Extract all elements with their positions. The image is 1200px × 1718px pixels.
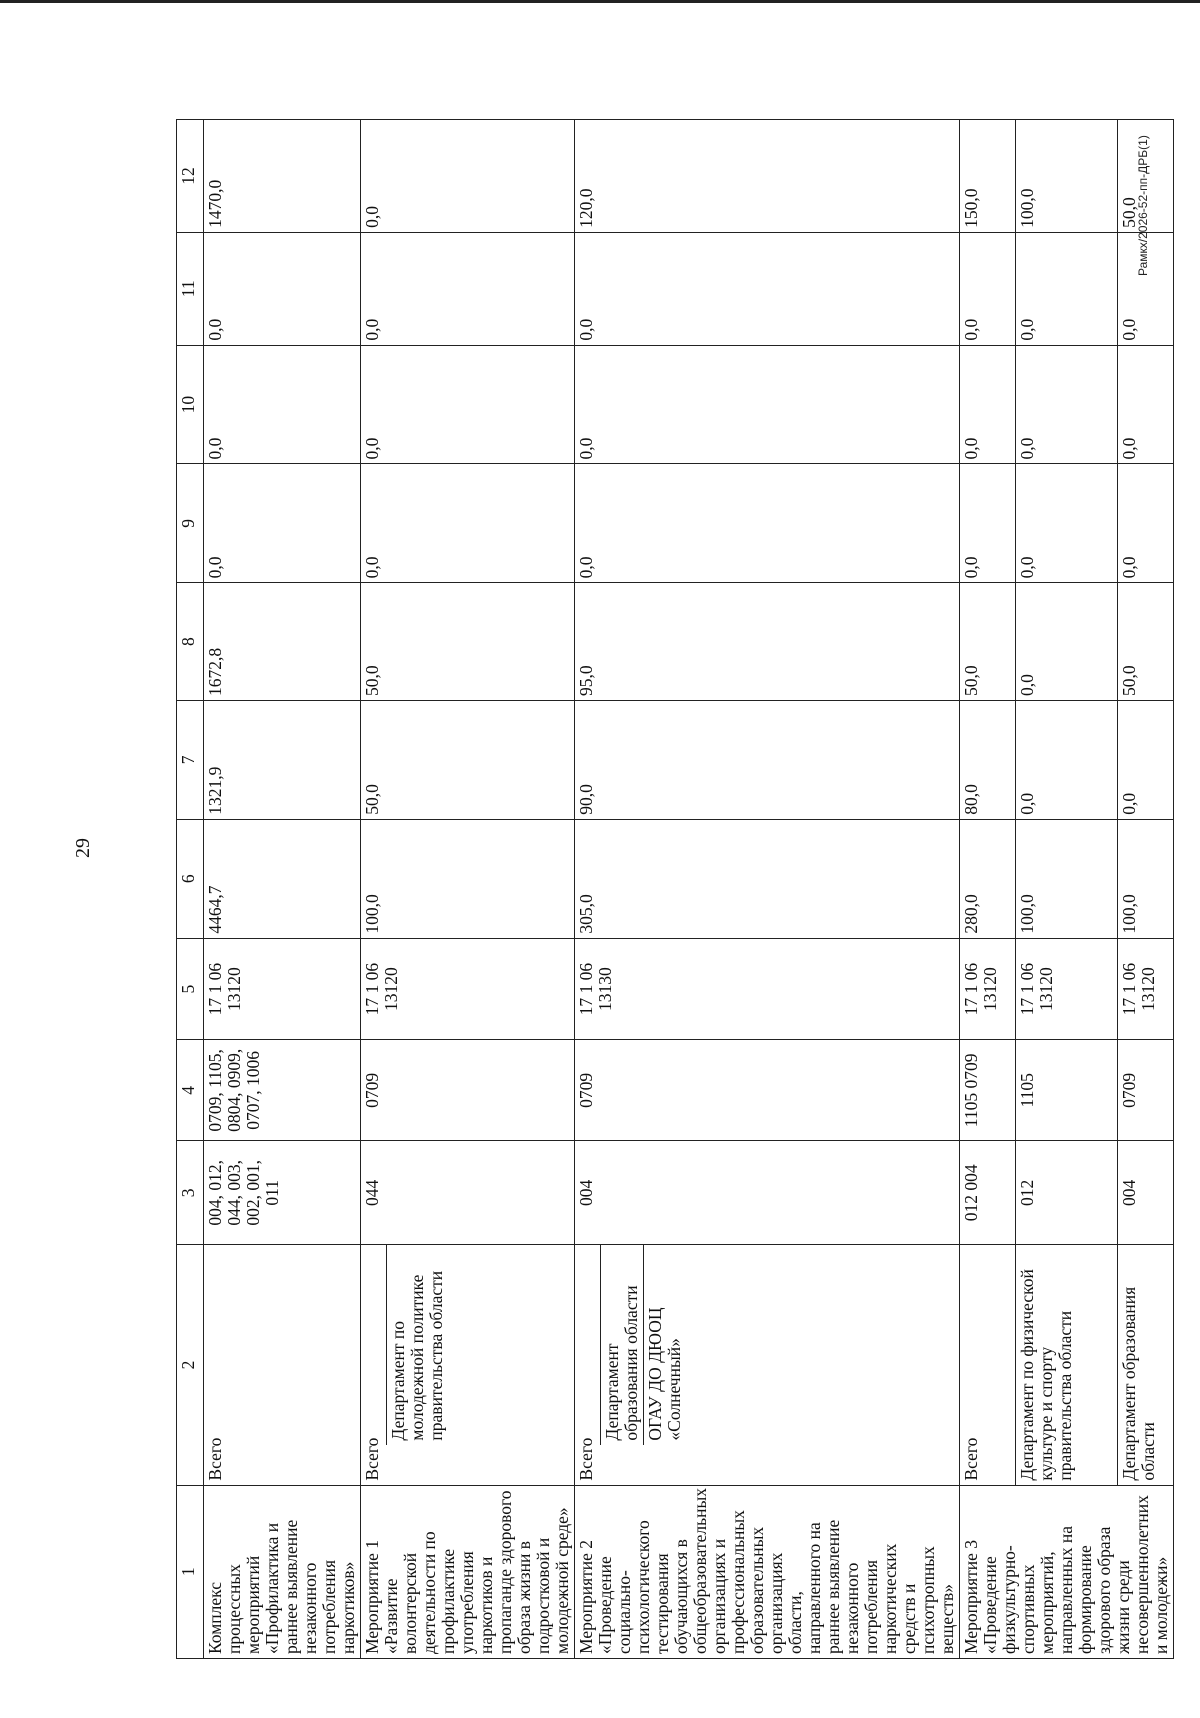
value-cell: 0,0 xyxy=(1015,464,1117,583)
header-cell: 11 xyxy=(177,232,204,345)
executor-organization: ОГАУ ДО ДЮОЦ «Солнечный» xyxy=(643,1245,684,1444)
value-cell: 95,0 xyxy=(575,583,960,701)
header-cell: 12 xyxy=(177,120,204,233)
value-cell: 100,0 xyxy=(1015,819,1117,938)
executor-department: Департамент по молодежной политике правительства области xyxy=(386,1245,446,1444)
value-cell: 0,0 xyxy=(361,232,575,345)
value-cell: 50,0 xyxy=(960,583,1016,701)
value-cell: 100,0 xyxy=(1015,120,1117,233)
col4-cell: 0709 xyxy=(575,1040,960,1141)
col4-cell: 0709, 1105, 0804, 0909, 0707, 1006 xyxy=(204,1040,361,1141)
value-cell: 0,0 xyxy=(204,464,361,583)
header-cell: 5 xyxy=(177,938,204,1040)
header-cell: 2 xyxy=(177,1245,204,1485)
header-cell: 10 xyxy=(177,345,204,464)
executor-department: Департамент образования области xyxy=(600,1245,641,1444)
table-row xyxy=(1118,120,1174,1659)
measure-name-cell: Мероприятие 1 «Развитие волонтерской деятельности по профилактике употребления наркотиков и пропаганде здорового образа жизни в подростковой и молодежной среде» xyxy=(361,1485,575,1658)
col3-cell: 044 xyxy=(361,1141,575,1245)
col4-cell: 1105 xyxy=(1015,1040,1117,1141)
value-cell: 0,0 xyxy=(361,120,575,233)
document-footer-code: Рамкх/2026-52-пп-ДРБ(1) xyxy=(1136,135,1150,276)
table-row xyxy=(361,120,575,1659)
table-row xyxy=(1015,120,1117,1659)
value-cell: 0,0 xyxy=(204,345,361,464)
header-cell: 9 xyxy=(177,464,204,583)
value-cell: 0,0 xyxy=(575,232,960,345)
executor-cell: Департамент образования области xyxy=(1118,1245,1174,1485)
table-row xyxy=(575,120,960,1659)
value-cell: 150,0 xyxy=(960,120,1016,233)
executor-total-label: Всего xyxy=(362,1437,382,1481)
executor-cell: Всего xyxy=(204,1245,361,1485)
value-cell: 50,0 xyxy=(361,700,575,819)
value-cell: 50,0 xyxy=(1118,120,1174,233)
col5-cell: 17 1 06 13120 xyxy=(361,938,575,1040)
col3-cell: 004 xyxy=(1118,1141,1174,1245)
measure-name-cell: Мероприятие 2 «Проведение социально-психологического тестирования обучающихся в общеобразовательных организациях и профессиональных образовательных организациях области, направленного на раннее выявление незаконного потребления наркотических средств и психотропных веществ» xyxy=(575,1485,960,1658)
col3-cell: 012 xyxy=(1015,1141,1117,1245)
executor-cell: Департамент по физической культуре и спорту правительства области xyxy=(1015,1245,1117,1485)
measure-name-cell: Мероприятие 3 «Проведение физкультурно-спортивных мероприятий, направленных на формирование здорового образа жизни среди несовершеннолетних и молодежи» xyxy=(960,1485,1174,1658)
col5-cell: 17 1 06 13120 xyxy=(204,938,361,1040)
executor-cell: Всего xyxy=(960,1245,1016,1485)
table-row xyxy=(960,120,1016,1659)
value-cell: 0,0 xyxy=(1015,345,1117,464)
col4-cell: 0709 xyxy=(361,1040,575,1141)
col3-cell: 004 xyxy=(575,1141,960,1245)
value-cell: 0,0 xyxy=(361,345,575,464)
value-cell: 100,0 xyxy=(361,819,575,938)
col5-cell: 17 1 06 13120 xyxy=(960,938,1016,1040)
value-cell: 0,0 xyxy=(960,345,1016,464)
value-cell: 4464,7 xyxy=(204,819,361,938)
value-cell: 0,0 xyxy=(1015,583,1117,701)
value-cell: 0,0 xyxy=(575,345,960,464)
header-cell: 8 xyxy=(177,583,204,701)
value-cell: 0,0 xyxy=(1118,345,1174,464)
value-cell: 0,0 xyxy=(1118,700,1174,819)
value-cell: 1672,8 xyxy=(204,583,361,701)
value-cell: 0,0 xyxy=(575,464,960,583)
value-cell: 100,0 xyxy=(1118,819,1174,938)
page-number: 29 xyxy=(72,838,94,858)
top-border-line xyxy=(0,0,1200,3)
value-cell: 0,0 xyxy=(204,232,361,345)
value-cell: 50,0 xyxy=(361,583,575,701)
executor-cell xyxy=(575,1245,960,1485)
value-cell: 280,0 xyxy=(960,819,1016,938)
value-cell: 80,0 xyxy=(960,700,1016,819)
value-cell: 1321,9 xyxy=(204,700,361,819)
executor-cell xyxy=(361,1245,575,1485)
value-cell: 0,0 xyxy=(960,464,1016,583)
header-cell: 6 xyxy=(177,819,204,938)
table-row xyxy=(204,120,361,1659)
col5-cell: 17 1 06 13120 xyxy=(1118,938,1174,1040)
col3-cell: 004, 012, 044, 003, 002, 001, 011 xyxy=(204,1141,361,1245)
value-cell: 305,0 xyxy=(575,819,960,938)
measure-name-cell: Комплекс процессных мероприятий «Профилактика и раннее выявление незаконного потребления наркотиков» xyxy=(204,1485,361,1658)
value-cell: 0,0 xyxy=(960,232,1016,345)
header-cell: 4 xyxy=(177,1040,204,1141)
executor-total-label: Всего xyxy=(576,1437,596,1481)
header-cell: 3 xyxy=(177,1141,204,1245)
value-cell: 0,0 xyxy=(1118,464,1174,583)
value-cell: 90,0 xyxy=(575,700,960,819)
col4-cell: 0709 xyxy=(1118,1040,1174,1141)
value-cell: 50,0 xyxy=(1118,583,1174,701)
col3-cell: 012 004 xyxy=(960,1141,1016,1245)
col4-cell: 1105 0709 xyxy=(960,1040,1016,1141)
budget-table xyxy=(176,119,1174,1659)
value-cell: 0,0 xyxy=(1118,232,1174,345)
value-cell: 0,0 xyxy=(361,464,575,583)
value-cell: 120,0 xyxy=(575,120,960,233)
header-row xyxy=(177,120,204,1659)
col5-cell: 17 1 06 13120 xyxy=(1015,938,1117,1040)
header-cell: 7 xyxy=(177,700,204,819)
value-cell: 1470,0 xyxy=(204,120,361,233)
col5-cell: 17 1 06 13130 xyxy=(575,938,960,1040)
value-cell: 0,0 xyxy=(1015,232,1117,345)
header-cell: 1 xyxy=(177,1485,204,1658)
value-cell: 0,0 xyxy=(1015,700,1117,819)
